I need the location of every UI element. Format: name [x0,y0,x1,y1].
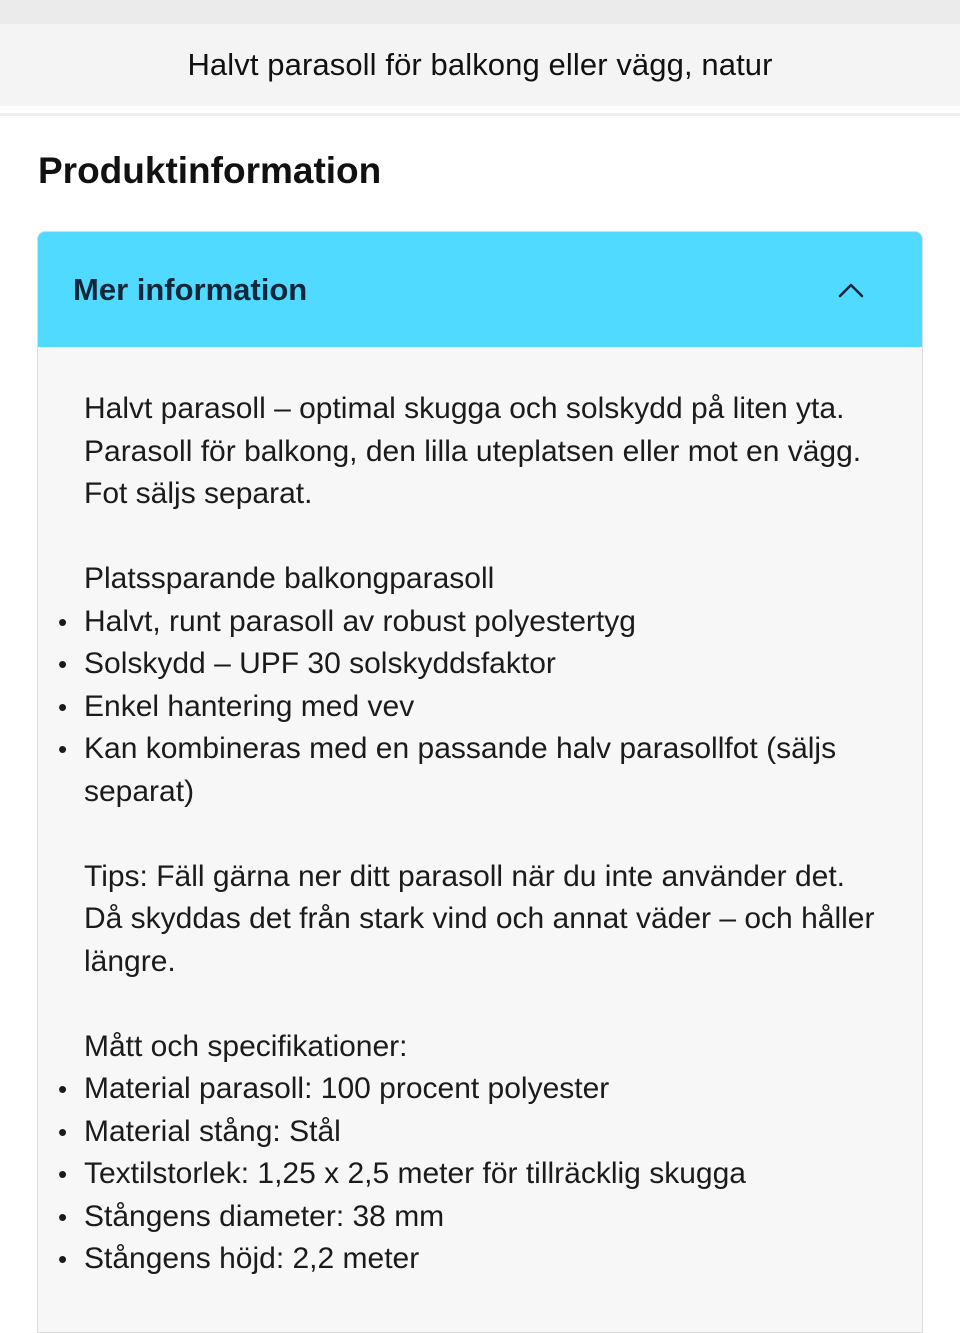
list-item-text: Material stång: Stål [84,1114,341,1148]
list-item [58,1196,882,1239]
bullet-icon: • [58,1074,68,1104]
list-item-text: Kan kombineras med en passande halv parasollfot (säljs separat) [84,732,837,808]
section-heading: Produktinformation [38,150,382,191]
paragraph-spacer [84,813,882,856]
list-item-text: Enkel hantering med vev [84,689,415,723]
list-item [58,601,882,644]
features-list [58,601,882,814]
tip-text: Tips: Fäll gärna ner ditt parasoll när du inte använder det. Då skyddas det från stark vind och annat väder – och håller längre. [84,859,875,978]
list-item [58,686,882,729]
accordion-title: Mer information [73,271,308,307]
bullet-icon: • [58,606,68,637]
list-item [58,643,882,686]
top-strip [0,0,960,24]
list-item [58,1068,882,1111]
divider [0,113,960,116]
intro-text: Halvt parasoll – optimal skugga och solskydd på liten yta. Parasoll för balkong, den lilla uteplatsen eller mot en vägg. Fot säljs separat. [84,392,862,510]
chevron-up-icon[interactable] [838,282,864,298]
bullet-icon: • [58,1116,68,1147]
paragraph-spacer [84,516,882,559]
list-item [58,1238,882,1281]
product-title: Halvt parasoll för balkong eller vägg, natur [187,47,773,82]
bullet-icon: • [58,1244,68,1274]
accordion-body [38,347,922,1281]
list-item [58,728,882,813]
specs-list [58,1068,882,1281]
accordion-header-toggle[interactable] [38,232,922,347]
more-info-accordion [37,231,923,1333]
product-title-bar [0,24,960,106]
features-heading: Platssparande balkongparasoll [84,562,495,595]
list-item [58,1111,882,1154]
list-item-text: Textilstorlek: 1,25 x 2,5 meter för tillräcklig skugga [84,1157,746,1190]
paragraph-spacer [84,983,882,1026]
list-item-text: Stångens höjd: 2,2 meter [84,1242,420,1275]
bullet-icon: • [58,1159,68,1189]
bullet-icon: • [58,1201,68,1232]
bullet-icon: • [58,691,68,722]
specs-heading: Mått och specifikationer: [84,1029,408,1063]
bullet-icon: • [58,734,68,764]
list-item-text: Stångens diameter: 38 mm [84,1199,445,1233]
list-item-text: Material parasoll: 100 procent polyester [84,1072,610,1105]
list-item [58,1153,882,1196]
list-item-text: Halvt, runt parasoll av robust polyestertyg [84,604,636,638]
bullet-icon: • [58,649,68,679]
list-item-text: Solskydd – UPF 30 solskyddsfaktor [84,647,556,680]
